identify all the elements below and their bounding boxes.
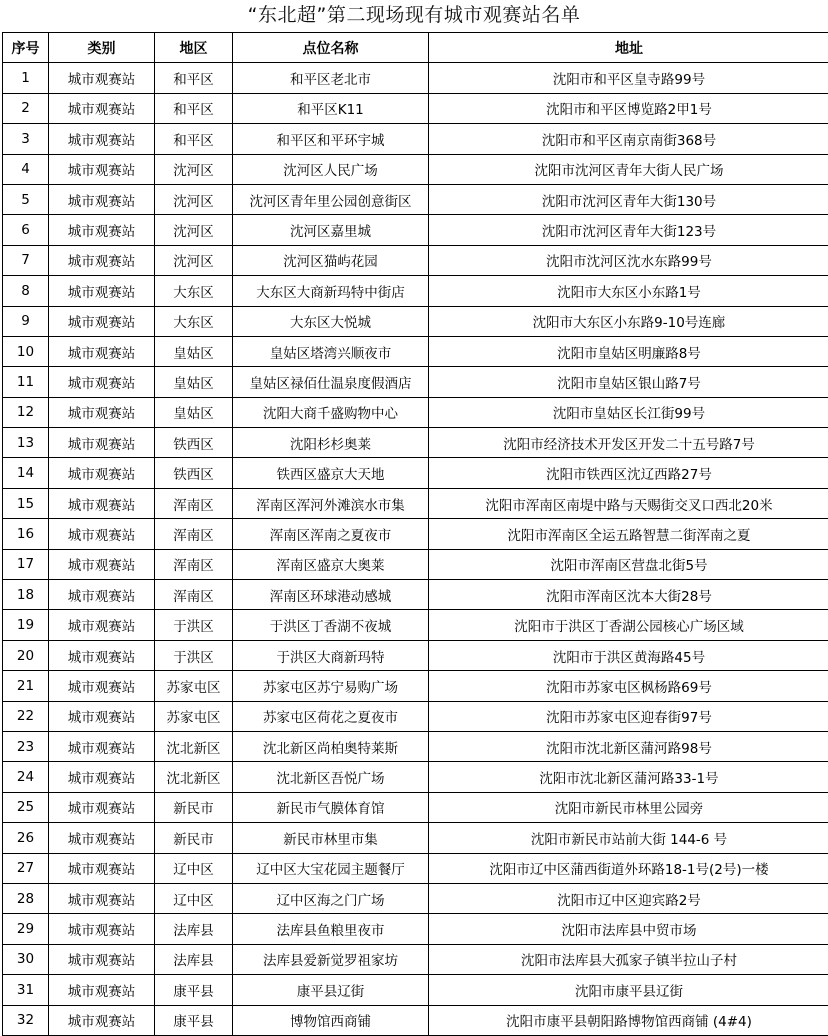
cell-seq: 27 <box>3 853 49 883</box>
cell-seq: 7 <box>3 245 49 275</box>
cell-location-name: 浑南区浑河外滩滨水市集 <box>233 488 429 518</box>
cell-address: 沈阳市沈河区沈水东路99号 <box>429 245 828 275</box>
cell-district: 铁西区 <box>155 428 233 458</box>
cell-address: 沈阳市辽中区迎宾路2号 <box>429 883 828 913</box>
cell-address: 沈阳市辽中区蒲西街道外环路18-1号(2号)一楼 <box>429 853 828 883</box>
cell-address: 沈阳市新民市站前大街 144-6 号 <box>429 823 828 853</box>
header-location-name: 点位名称 <box>233 33 429 63</box>
cell-address: 沈阳市皇姑区明廉路8号 <box>429 336 828 366</box>
cell-category: 城市观赛站 <box>49 215 155 245</box>
cell-address: 沈阳市浑南区全运五路智慧二街浑南之夏 <box>429 519 828 549</box>
cell-category: 城市观赛站 <box>49 792 155 822</box>
cell-location-name: 辽中区海之门广场 <box>233 883 429 913</box>
cell-location-name: 法库县鱼粮里夜市 <box>233 914 429 944</box>
table-row <box>3 823 828 853</box>
cell-location-name: 新民市气膜体育馆 <box>233 792 429 822</box>
cell-seq: 29 <box>3 914 49 944</box>
cell-district: 法库县 <box>155 914 233 944</box>
table-row <box>3 701 828 731</box>
cell-district: 新民市 <box>155 792 233 822</box>
cell-category: 城市观赛站 <box>49 914 155 944</box>
cell-district: 和平区 <box>155 124 233 154</box>
table-row <box>3 93 828 123</box>
table-row <box>3 458 828 488</box>
cell-location-name: 于洪区大商新玛特 <box>233 640 429 670</box>
cell-location-name: 浑南区盛京大奥莱 <box>233 549 429 579</box>
cell-location-name: 沈北新区尚柏奥特莱斯 <box>233 731 429 761</box>
cell-address: 沈阳市和平区皇寺路99号 <box>429 63 828 93</box>
cell-location-name: 康平县辽街 <box>233 975 429 1005</box>
table-row <box>3 640 828 670</box>
header-category: 类别 <box>49 33 155 63</box>
cell-category: 城市观赛站 <box>49 154 155 184</box>
cell-district: 和平区 <box>155 93 233 123</box>
cell-seq: 18 <box>3 580 49 610</box>
cell-location-name: 浑南区浑南之夏夜市 <box>233 519 429 549</box>
cell-district: 沈河区 <box>155 245 233 275</box>
header-address: 地址 <box>429 33 828 63</box>
cell-location-name: 沈河区猫屿花园 <box>233 245 429 275</box>
cell-seq: 21 <box>3 671 49 701</box>
cell-category: 城市观赛站 <box>49 580 155 610</box>
table-row <box>3 215 828 245</box>
cell-location-name: 大东区大悦城 <box>233 306 429 336</box>
cell-location-name: 苏家屯区苏宁易购广场 <box>233 671 429 701</box>
cell-location-name: 苏家屯区荷花之夏夜市 <box>233 701 429 731</box>
cell-district: 皇姑区 <box>155 367 233 397</box>
header-seq: 序号 <box>3 33 49 63</box>
cell-category: 城市观赛站 <box>49 488 155 518</box>
cell-location-name: 新民市林里市集 <box>233 823 429 853</box>
cell-category: 城市观赛站 <box>49 731 155 761</box>
cell-district: 浑南区 <box>155 549 233 579</box>
cell-seq: 30 <box>3 944 49 974</box>
cell-category: 城市观赛站 <box>49 823 155 853</box>
table-row <box>3 671 828 701</box>
table-row <box>3 519 828 549</box>
table-row <box>3 184 828 214</box>
cell-category: 城市观赛站 <box>49 762 155 792</box>
cell-category: 城市观赛站 <box>49 549 155 579</box>
cell-seq: 26 <box>3 823 49 853</box>
cell-address: 沈阳市康平县朝阳路博物馆西商铺 (4#4) <box>429 1005 828 1035</box>
cell-category: 城市观赛站 <box>49 671 155 701</box>
cell-category: 城市观赛站 <box>49 458 155 488</box>
cell-address: 沈阳市法库县大孤家子镇半拉山子村 <box>429 944 828 974</box>
cell-seq: 31 <box>3 975 49 1005</box>
cell-district: 苏家屯区 <box>155 671 233 701</box>
header-district: 地区 <box>155 33 233 63</box>
cell-seq: 22 <box>3 701 49 731</box>
table-row <box>3 883 828 913</box>
cell-address: 沈阳市沈北新区蒲河路33-1号 <box>429 762 828 792</box>
cell-category: 城市观赛站 <box>49 1005 155 1035</box>
cell-seq: 4 <box>3 154 49 184</box>
document-title: “东北超”第二现场现有城市观赛站名单 <box>0 0 828 31</box>
cell-category: 城市观赛站 <box>49 428 155 458</box>
cell-seq: 20 <box>3 640 49 670</box>
cell-district: 沈河区 <box>155 215 233 245</box>
cell-seq: 12 <box>3 397 49 427</box>
cell-category: 城市观赛站 <box>49 853 155 883</box>
cell-location-name: 博物馆西商铺 <box>233 1005 429 1035</box>
cell-location-name: 沈阳杉杉奥莱 <box>233 428 429 458</box>
cell-address: 沈阳市苏家屯区枫杨路69号 <box>429 671 828 701</box>
table-row <box>3 792 828 822</box>
cell-category: 城市观赛站 <box>49 610 155 640</box>
cell-seq: 32 <box>3 1005 49 1035</box>
cell-address: 沈阳市和平区博览路2甲1号 <box>429 93 828 123</box>
cell-category: 城市观赛站 <box>49 245 155 275</box>
cell-location-name: 沈北新区吾悦广场 <box>233 762 429 792</box>
cell-address: 沈阳市苏家屯区迎春街97号 <box>429 701 828 731</box>
cell-seq: 24 <box>3 762 49 792</box>
cell-district: 沈河区 <box>155 184 233 214</box>
cell-district: 和平区 <box>155 63 233 93</box>
cell-seq: 10 <box>3 336 49 366</box>
cell-seq: 9 <box>3 306 49 336</box>
cell-location-name: 辽中区大宝花园主题餐厅 <box>233 853 429 883</box>
cell-location-name: 沈阳大商千盛购物中心 <box>233 397 429 427</box>
table-row <box>3 397 828 427</box>
table-row <box>3 944 828 974</box>
cell-category: 城市观赛站 <box>49 306 155 336</box>
cell-district: 浑南区 <box>155 580 233 610</box>
cell-district: 于洪区 <box>155 610 233 640</box>
cell-address: 沈阳市沈河区青年大街123号 <box>429 215 828 245</box>
cell-address: 沈阳市康平县辽街 <box>429 975 828 1005</box>
table-header-row <box>3 33 828 63</box>
cell-seq: 11 <box>3 367 49 397</box>
cell-location-name: 和平区K11 <box>233 93 429 123</box>
cell-address: 沈阳市大东区小东路9-10号连廊 <box>429 306 828 336</box>
cell-district: 沈河区 <box>155 154 233 184</box>
table-row <box>3 610 828 640</box>
cell-category: 城市观赛站 <box>49 397 155 427</box>
table-row <box>3 1005 828 1035</box>
cell-seq: 13 <box>3 428 49 458</box>
table-row <box>3 853 828 883</box>
table-row <box>3 276 828 306</box>
cell-district: 于洪区 <box>155 640 233 670</box>
cell-address: 沈阳市法库县中贸市场 <box>429 914 828 944</box>
cell-address: 沈阳市大东区小东路1号 <box>429 276 828 306</box>
cell-address: 沈阳市皇姑区银山路7号 <box>429 367 828 397</box>
cell-address: 沈阳市沈河区青年大街人民广场 <box>429 154 828 184</box>
table-row <box>3 731 828 761</box>
table-row <box>3 914 828 944</box>
cell-address: 沈阳市皇姑区长江街99号 <box>429 397 828 427</box>
table-row <box>3 245 828 275</box>
cell-district: 铁西区 <box>155 458 233 488</box>
cell-district: 康平县 <box>155 1005 233 1035</box>
cell-category: 城市观赛站 <box>49 944 155 974</box>
cell-category: 城市观赛站 <box>49 975 155 1005</box>
cell-seq: 2 <box>3 93 49 123</box>
cell-seq: 6 <box>3 215 49 245</box>
cell-category: 城市观赛站 <box>49 63 155 93</box>
cell-seq: 1 <box>3 63 49 93</box>
cell-address: 沈阳市沈北新区蒲河路98号 <box>429 731 828 761</box>
cell-district: 辽中区 <box>155 883 233 913</box>
cell-district: 法库县 <box>155 944 233 974</box>
cell-seq: 5 <box>3 184 49 214</box>
cell-location-name: 沈河区青年里公园创意街区 <box>233 184 429 214</box>
cell-district: 沈北新区 <box>155 731 233 761</box>
cell-location-name: 法库县爱新觉罗祖家坊 <box>233 944 429 974</box>
cell-address: 沈阳市浑南区南堤中路与天赐街交叉口西北20米 <box>429 488 828 518</box>
cell-seq: 14 <box>3 458 49 488</box>
cell-location-name: 皇姑区禄佰仕温泉度假酒店 <box>233 367 429 397</box>
table-row <box>3 762 828 792</box>
cell-category: 城市观赛站 <box>49 124 155 154</box>
cell-district: 苏家屯区 <box>155 701 233 731</box>
table-row <box>3 63 828 93</box>
cell-address: 沈阳市铁西区沈辽西路27号 <box>429 458 828 488</box>
cell-district: 大东区 <box>155 306 233 336</box>
cell-seq: 15 <box>3 488 49 518</box>
cell-district: 新民市 <box>155 823 233 853</box>
cell-location-name: 于洪区丁香湖不夜城 <box>233 610 429 640</box>
cell-location-name: 皇姑区塔湾兴顺夜市 <box>233 336 429 366</box>
cell-district: 沈北新区 <box>155 762 233 792</box>
cell-location-name: 浑南区环球港动感城 <box>233 580 429 610</box>
cell-seq: 8 <box>3 276 49 306</box>
cell-seq: 3 <box>3 124 49 154</box>
cell-seq: 19 <box>3 610 49 640</box>
cell-district: 大东区 <box>155 276 233 306</box>
cell-district: 辽中区 <box>155 853 233 883</box>
cell-address: 沈阳市浑南区营盘北街5号 <box>429 549 828 579</box>
table-row <box>3 580 828 610</box>
cell-category: 城市观赛站 <box>49 701 155 731</box>
table-row <box>3 488 828 518</box>
cell-category: 城市观赛站 <box>49 519 155 549</box>
cell-category: 城市观赛站 <box>49 276 155 306</box>
cell-category: 城市观赛站 <box>49 184 155 214</box>
table-row <box>3 428 828 458</box>
cell-seq: 25 <box>3 792 49 822</box>
cell-seq: 23 <box>3 731 49 761</box>
cell-address: 沈阳市于洪区丁香湖公园核心广场区域 <box>429 610 828 640</box>
table-row <box>3 336 828 366</box>
table-row <box>3 154 828 184</box>
cell-category: 城市观赛站 <box>49 367 155 397</box>
table-row <box>3 549 828 579</box>
table-row <box>3 306 828 336</box>
cell-location-name: 和平区老北市 <box>233 63 429 93</box>
cell-address: 沈阳市经济技术开发区开发二十五号路7号 <box>429 428 828 458</box>
cell-category: 城市观赛站 <box>49 883 155 913</box>
cell-category: 城市观赛站 <box>49 640 155 670</box>
cell-location-name: 和平区和平环宇城 <box>233 124 429 154</box>
cell-location-name: 沈河区嘉里城 <box>233 215 429 245</box>
cell-seq: 16 <box>3 519 49 549</box>
cell-district: 康平县 <box>155 975 233 1005</box>
cell-category: 城市观赛站 <box>49 336 155 366</box>
table-row <box>3 367 828 397</box>
cell-address: 沈阳市和平区南京南街368号 <box>429 124 828 154</box>
cell-seq: 17 <box>3 549 49 579</box>
cell-location-name: 铁西区盛京大天地 <box>233 458 429 488</box>
viewing-station-table <box>2 32 828 1036</box>
cell-location-name: 大东区大商新玛特中街店 <box>233 276 429 306</box>
cell-seq: 28 <box>3 883 49 913</box>
cell-district: 皇姑区 <box>155 397 233 427</box>
cell-category: 城市观赛站 <box>49 93 155 123</box>
table-row <box>3 124 828 154</box>
cell-address: 沈阳市新民市林里公园旁 <box>429 792 828 822</box>
cell-address: 沈阳市于洪区黄海路45号 <box>429 640 828 670</box>
cell-address: 沈阳市浑南区沈本大街28号 <box>429 580 828 610</box>
table-row <box>3 975 828 1005</box>
cell-district: 浑南区 <box>155 488 233 518</box>
cell-district: 浑南区 <box>155 519 233 549</box>
cell-district: 皇姑区 <box>155 336 233 366</box>
cell-address: 沈阳市沈河区青年大街130号 <box>429 184 828 214</box>
cell-location-name: 沈河区人民广场 <box>233 154 429 184</box>
